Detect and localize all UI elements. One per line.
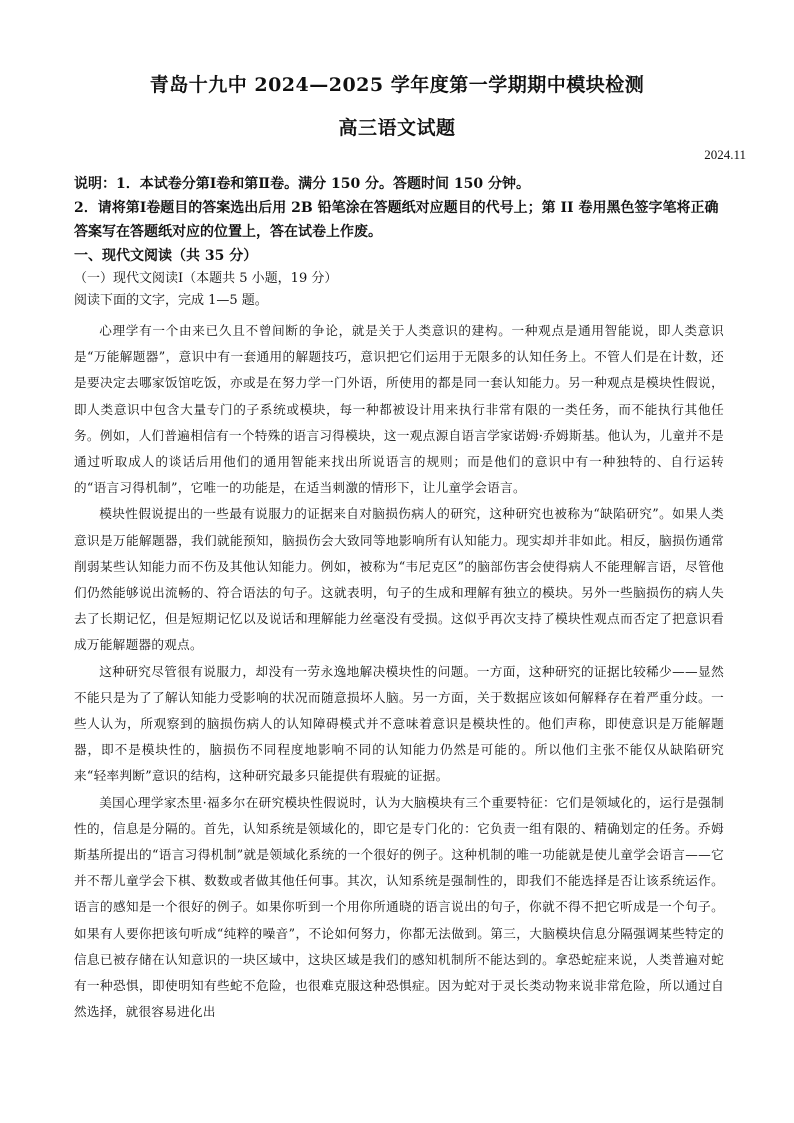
instruction-line-2: 2．请将第Ⅰ卷题目的答案选出后用 2B 铅笔涂在答题纸对应题目的代号上；第 II 卷用黑色签字笔将正确答案写在答题纸对应的位置上，答在试卷上作废。 [74,200,719,240]
section-subheading: （一）现代文阅读Ⅰ（本题共 5 小题，19 分） [74,271,338,286]
passage-paragraph-3: 这种研究尽管很有说服力，却没有一劳永逸地解决模块性的问题。一方面，这种研究的证据比较稀少——显然不能只是为了了解认知能力受影响的状况而随意损坏人脑。另一方面，关于数据应该如何解释存在着严重分歧。一些人认为，所观察到的脑损伤病人的认知障碍模式并不意味着意识是模块性的。他们声称，即使意识是万能解题器，即不是模块性的，脑损伤不同程度地影响不同的认知能力仍然是可能的。所以他们主张不能仅从缺陷研究来“轻率判断”意识的结构，这种研究最多只能提供有瑕疵的证据。 [74,663,724,784]
exam-date: 2024.11 [704,147,746,162]
instructions-block [74,172,724,312]
section-heading: 一、现代文阅读（共 35 分） [74,248,258,264]
reading-passage [74,318,724,1025]
exam-sub-title: 高三语文试题 [338,117,456,139]
passage-paragraph-1: 心理学有一个由来已久且不曾间断的争论，就是关于人类意识的建构。一种观点是通用智能说，即人类意识是“万能解题器”，意识中有一套通用的解题技巧，意识把它们运用于无限多的认知任务上。不管人们是在计数，还是要决定去哪家饭馆吃饭，亦或是在努力学一门外语，所使用的都是同一套认知能力。另一种观点是模块性假说，即人类意识中包含大量专门的子系统或模块，每一种都被设计用来执行非常有限的一类任务，而不能执行其他任务。例如，人们普遍相信有一个特殊的语言习得模块，这一观点源自语言学家诺姆·乔姆斯基。他认为，儿童并不是通过听取成人的谈话后用他们的通用智能来找出所说语言的规则；而是他们的意识中有一种独特的、自行运转的“语言习得机制”，它唯一的功能是，在适当刺激的情形下，让儿童学会语言。 [74,323,724,496]
instruction-line-1: 说明：1．本试卷分第Ⅰ卷和第Ⅱ卷。满分 150 分。答题时间 150 分钟。 [74,176,531,192]
passage-paragraph-4: 美国心理学家杰里·福多尔在研究模块性假说时，认为大脑模块有三个重要特征：它们是领域化的，运行是强制性的，信息是分隔的。首先，认知系统是领域化的，即它是专门化的：它负责一组有限的、精确划定的任务。乔姆斯基所提出的“语言习得机制”就是领域化系统的一个很好的例子。这种机制的唯一功能就是使儿童学会语言——它并不帮儿童学会下棋、数数或者做其他任何事。其次，认知系统是强制性的，即我们不能选择是否让该系统运作。语言的感知是一个很好的例子。如果你听到一个用你所通晓的语言说出的句子，你就不得不把它听成是一个句子。如果有人要你把该句听成“纯粹的噪音”，不论如何努力，你都无法做到。第三，大脑模块信息分隔强调某些特定的信息已被存储在认知意识的一块区域中，这块区域是我们的感知机制所不能达到的。拿恐蛇症来说，人类普遍对蛇有一种恐惧，即使明知有些蛇不危险，也很难克服这种恐惧症。因为蛇对于灵长类动物来说非常危险，所以通过自然选择，就很容易进化出 [74,794,724,1020]
passage-paragraph-2: 模块性假说提出的一些最有说服力的证据来自对脑损伤病人的研究，这种研究也被称为“缺陷研究”。如果人类意识是万能解题器，我们就能预知，脑损伤会大致同等地影响所有认知能力。现实却并非如此。相反，脑损伤通常削弱某些认知能力而不伤及其他认知能力。例如，被称为“韦尼克区”的脑部伤害会使得病人不能理解言语，尽管他们仍然能够说出流畅的、符合语法的句子。这就表明，句子的生成和理解有独立的模块。另外一些脑损伤的病人失去了长期记忆，但是短期记忆以及说话和理解能力丝毫没有受损。这似乎再次支持了模块性观点而否定了把意识看成万能解题器的观点。 [74,506,724,653]
reading-prompt: 阅读下面的文字，完成 1—5 题。 [74,293,268,308]
exam-main-title: 青岛十九中 2024—2025 学年度第一学期期中模块检测 [149,74,645,96]
